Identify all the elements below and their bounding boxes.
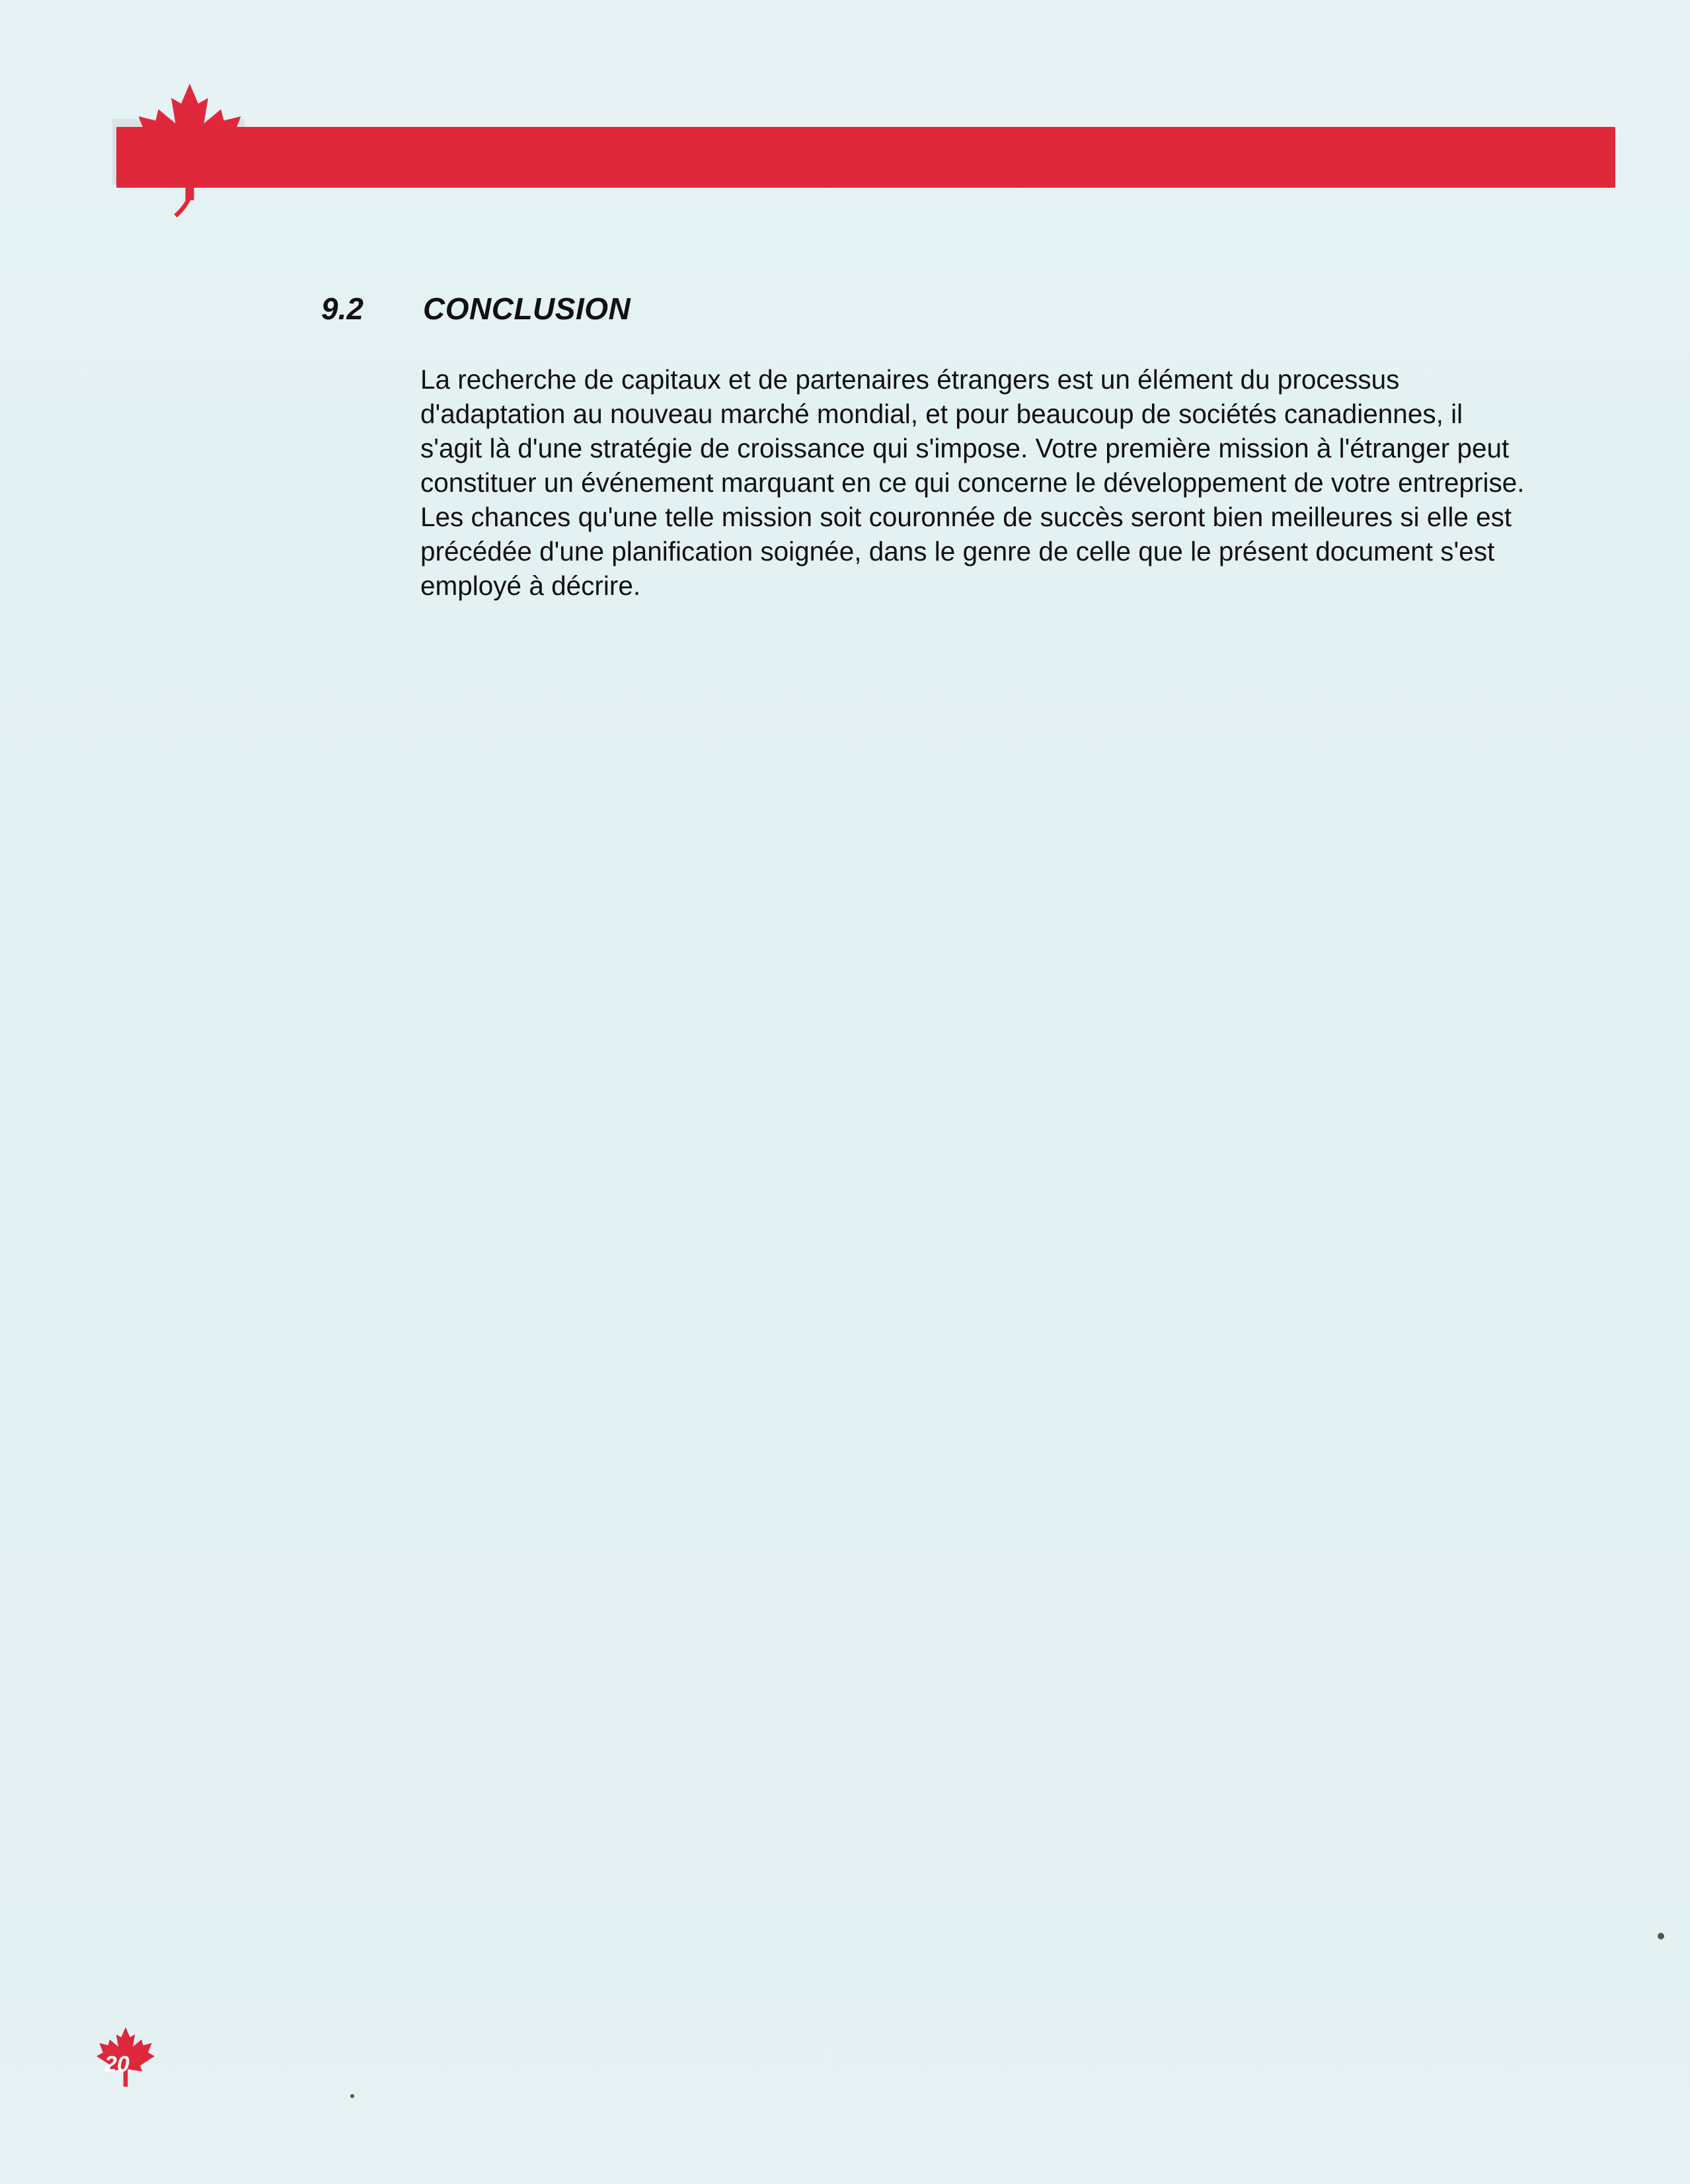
- scan-speck: [1658, 1933, 1664, 1939]
- scan-speck: [350, 2094, 354, 2098]
- section-number: 9.2: [321, 292, 364, 326]
- section-title: CONCLUSION: [423, 292, 631, 326]
- conclusion-text: [420, 362, 1531, 603]
- page-number: 20: [104, 2052, 130, 2077]
- header-red-band: [116, 127, 1615, 188]
- show-through-text: [172, 687, 1428, 1811]
- maple-leaf-icon: [114, 78, 266, 220]
- conclusion-paragraph: La recherche de capitaux et de partenaires étrangers est un élément du processus d'adaptation au nouveau marché mondial, et pour beaucoup de sociétés canadiennes, il s'agit là d'une stratégie de croissance qui s'impose. Votre première mission à l'étranger peut constituer un événement marquant en ce qui concerne le développement de votre entreprise. Les chances qu'une telle mission soit couronnée de succès seront bien meilleures si elle est précédée d'une planification soignée, dans le genre de celle que le présent document s'est employé à décrire.: [420, 364, 1525, 601]
